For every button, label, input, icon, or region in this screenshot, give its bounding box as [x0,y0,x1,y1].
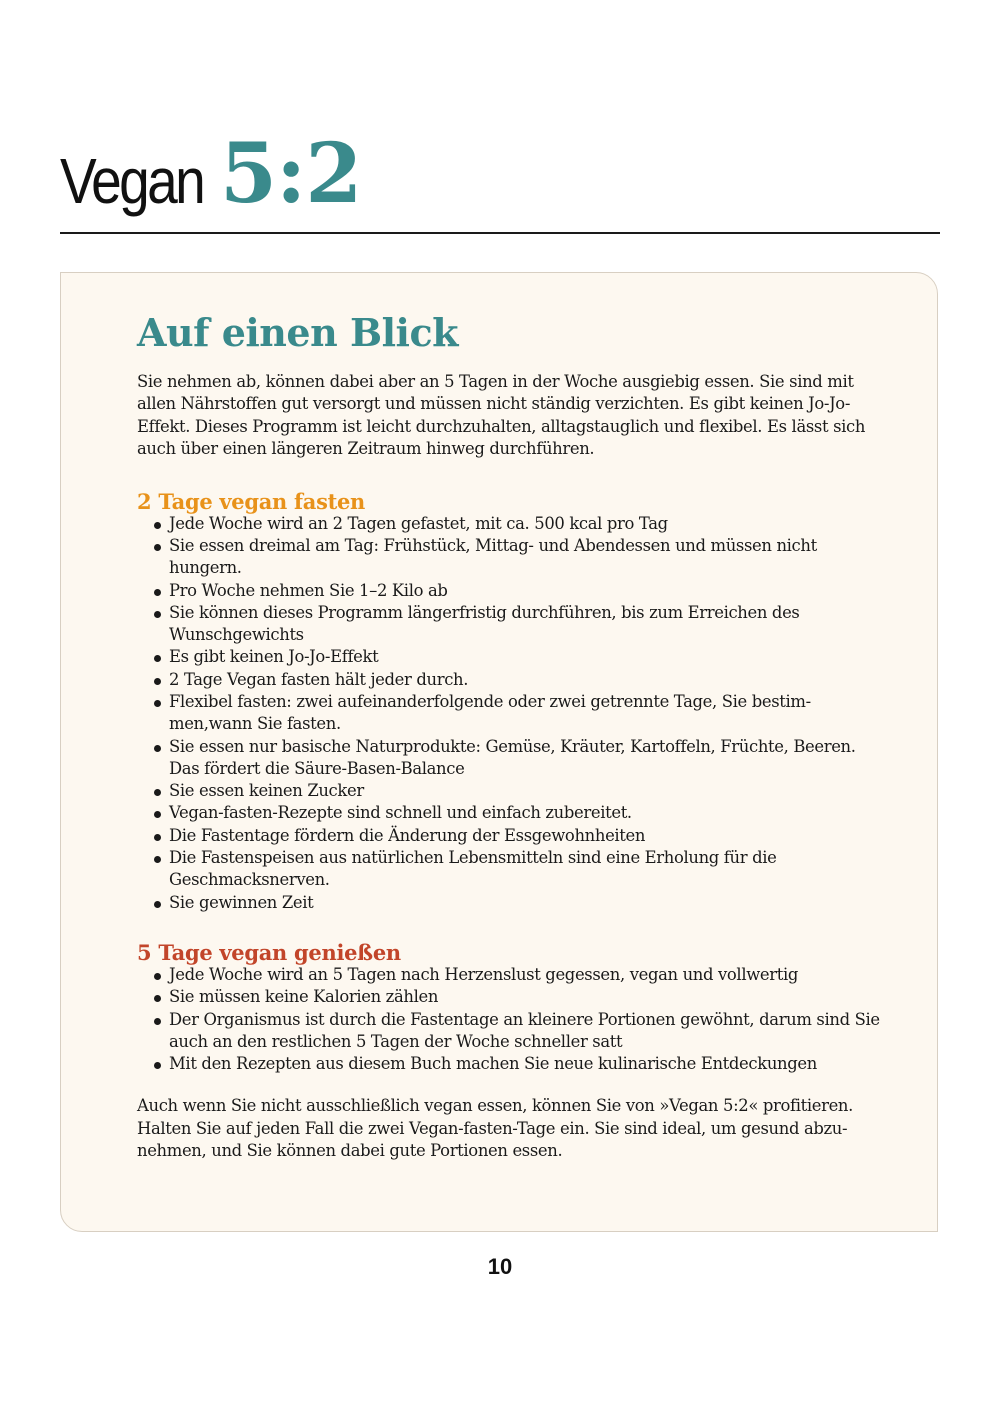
list-item: 2 Tage Vegan fasten hält jeder durch. [137,669,882,691]
page-header [60,126,940,234]
list-item: Sie können dieses Programm längerfristig durchführen, bis zum Erreichen des Wunschgewichts [137,602,882,647]
enjoy-list [137,964,882,1075]
header-title-word: Vegan [60,145,204,217]
list-item: Der Organismus ist durch die Fastentage an kleinere Portionen gewöhnt, darum sind Sie auch an den restlichen 5 Tagen der Woche schneller satt [137,1009,882,1054]
list-item: Flexibel fasten: zwei aufeinanderfolgende oder zwei getrennte Tage, Sie bestim-men,wann Sie fasten. [137,691,882,736]
list-item: Sie gewinnen Zeit [137,892,882,914]
card-content [137,309,882,1163]
list-item: Sie essen dreimal am Tag: Frühstück, Mittag- und Abendessen und müssen nicht hungern. [137,535,882,580]
list-item: Sie müssen keine Kalorien zählen [137,986,882,1008]
section-enjoy-heading: 5 Tage vegan genießen [137,939,401,965]
list-item: Es gibt keinen Jo-Jo-Effekt [137,646,882,668]
list-item: Pro Woche nehmen Sie 1–2 Kilo ab [137,580,882,602]
list-item: Mit den Rezepten aus diesem Buch machen Sie neue kulinarische Entdeckungen [137,1053,882,1075]
closing-paragraph: Auch wenn Sie nicht ausschließlich vegan essen, können Sie von »Vegan 5:2« profitieren. Halten Sie auf jeden Fall die zwei Vegan-fasten-Tage ein. Sie sind ideal, um gesund abzu-nehmen, und Sie können dabei gute Portionen essen. [137,1096,853,1161]
list-item: Sie essen nur basische Naturprodukte: Gemüse, Kräuter, Kartoffeln, Früchte, Beeren. Das fördert die Säure-Basen-Balance [137,736,882,781]
fasting-list [137,513,882,914]
list-item: Die Fastentage fördern die Änderung der Essgewohnheiten [137,825,882,847]
summary-card [60,272,938,1232]
header-title-number: 5:2 [220,126,362,222]
card-title: Auf einen Blick [137,310,458,355]
list-item: Sie essen keinen Zucker [137,780,882,802]
list-item: Jede Woche wird an 5 Tagen nach Herzenslust gegessen, vegan und vollwertig [137,964,882,986]
page-number: 10 [487,1254,513,1279]
intro-paragraph: Sie nehmen ab, können dabei aber an 5 Tagen in der Woche ausgiebig essen. Sie sind mit allen Nährstoffen gut versorgt und müssen nicht ständig verzichten. Es gibt keinen Jo-Jo-Effekt. Dieses Programm ist leicht durchzuhalten, alltagstauglich und flexibel. Es lässt sich auch über einen längeren Zeitraum hinweg durchführen. [137,372,866,459]
list-item: Die Fastenspeisen aus natürlichen Lebensmitteln sind eine Erholung für die Geschmacksnerven. [137,847,882,892]
list-item: Vegan-fasten-Rezepte sind schnell und einfach zubereitet. [137,802,882,824]
section-fasting-heading: 2 Tage vegan fasten [137,488,366,514]
list-item: Jede Woche wird an 2 Tagen gefastet, mit ca. 500 kcal pro Tag [137,513,882,535]
